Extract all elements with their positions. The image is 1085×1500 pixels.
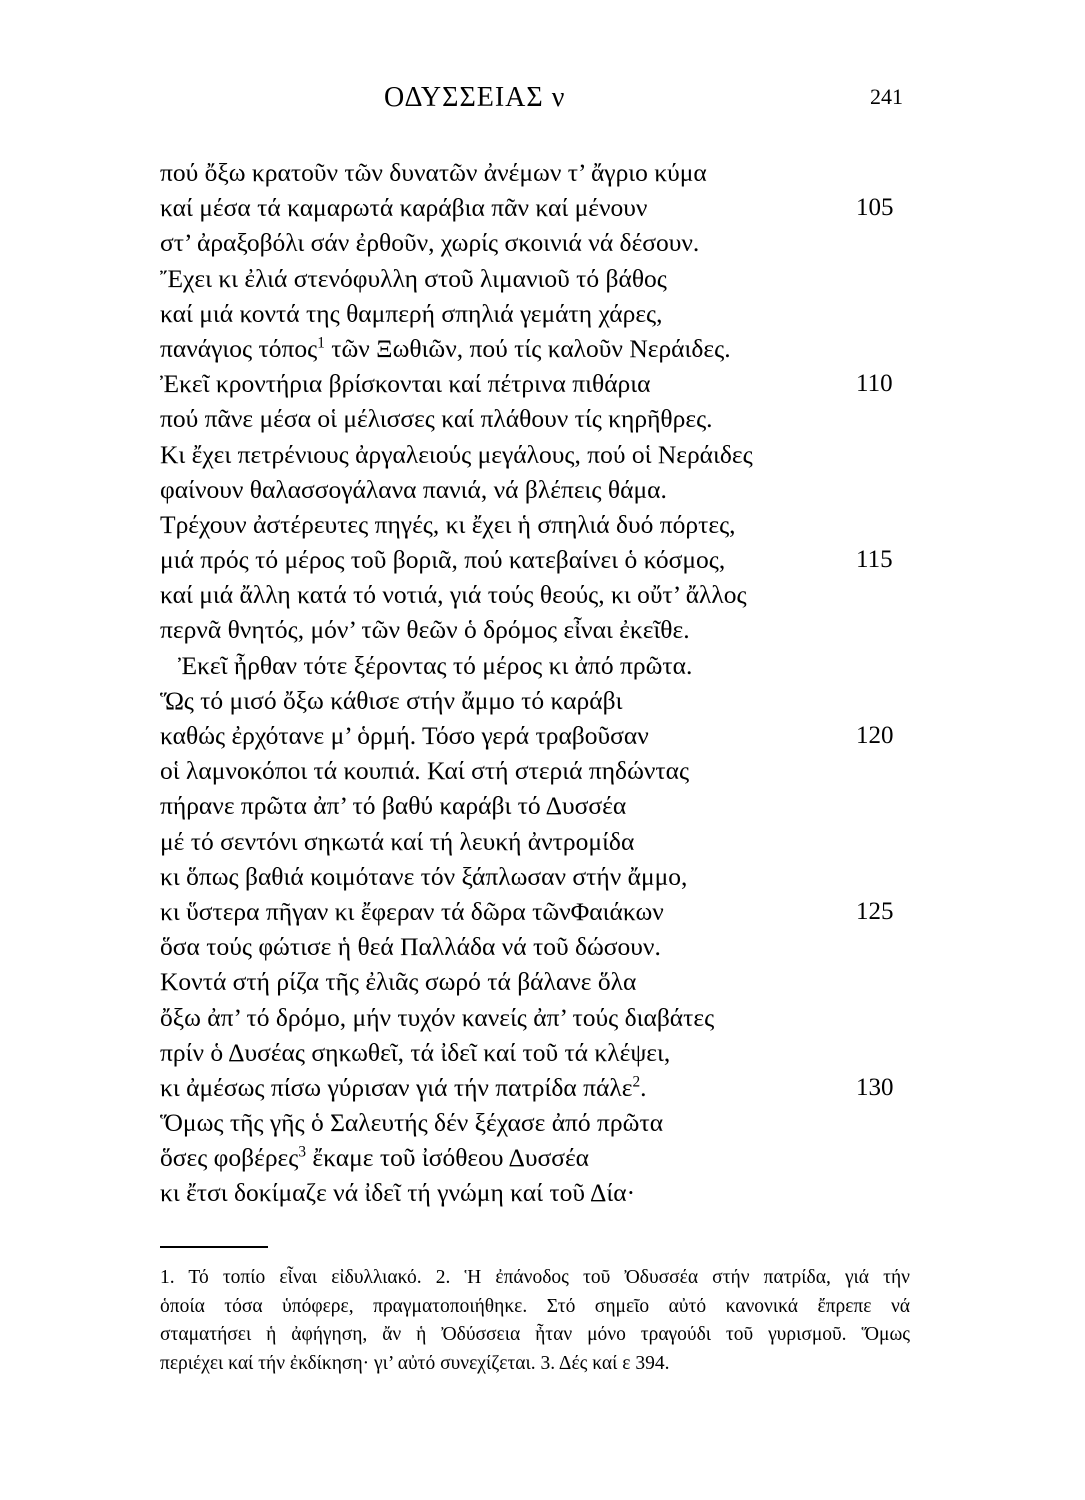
verse-line	[0, 437, 1085, 472]
verse-text	[160, 225, 699, 260]
verse-text-part: Κοντά στή ρίζα τῆς ἐλιᾶς σωρό τά βάλανε ὅλα	[160, 967, 637, 997]
footnote-line: ὁποία τόσα ὑπόφερε, πραγματοποιήθηκε. Στό σημεῖο αὐτό κανονικά ἔπρεπε νά	[160, 1295, 910, 1317]
verse-line	[0, 190, 1085, 225]
verse-text-part: καί μιά ἄλλη κατά τό νοτιά, γιά τούς θεούς, κι οὔτ’ ἄλλος	[160, 580, 747, 610]
verse-text-part: πού ὄξω κρατοῦν τῶν δυνατῶν ἀνέμων τ’ ἄγριο κύμα	[160, 158, 707, 187]
verse-text	[160, 472, 667, 507]
page-header	[0, 82, 1085, 122]
verse-text-part: Κι ἔχει πετρένιους ἀργαλειούς μεγάλους, πού οἱ Νεράιδες	[160, 439, 753, 469]
footnote-marker: 2	[632, 1073, 641, 1091]
verse-text-part: Τρέχουν ἀστέρευτες πηγές, κι ἔχει ἡ σπηλιά δυό πόρτες,	[160, 509, 736, 539]
verse-line	[0, 964, 1085, 999]
footnote-marker: 1	[317, 334, 325, 352]
verse-text	[160, 718, 649, 753]
verse-text	[160, 331, 731, 366]
verse-text-part: πρίν ὁ Δυσέας σηκωθεῖ, τά ἰδεῖ καί τοῦ τά κλέψει,	[160, 1037, 671, 1067]
verse-text	[160, 612, 690, 647]
verse-text-part: καθώς ἐρχότανε μ’ ὁρμή. Τόσο γερά τραβοῦσαν	[160, 721, 649, 750]
verse-text-part: .	[640, 1072, 647, 1102]
line-number: 115	[856, 546, 893, 574]
verse-text-part: καί μέσα τά καμαρωτά καράβια πᾶν καί μένουν	[160, 193, 648, 223]
verse-text	[160, 1000, 714, 1035]
verse-line	[0, 648, 1085, 683]
verse-text	[160, 683, 622, 718]
verse-line	[0, 929, 1085, 964]
verse-line	[0, 718, 1085, 753]
verse-line	[0, 261, 1085, 296]
verse-text-part: μέ τό σεντόνι σηκωτά καί τή λευκή ἀντρομίδα	[160, 826, 635, 856]
verse-text-part: ὅσες φοβέρες	[160, 1143, 299, 1173]
verse-line	[0, 894, 1085, 929]
verse-line	[0, 753, 1085, 788]
verse-text-part: καί μιά κοντά της θαμπερή σπηλιά γεμάτη χάρες,	[160, 298, 663, 328]
verse-line	[0, 401, 1085, 436]
verse-text-part: περνᾶ θνητός, μόν’ τῶν θεῶν ὁ δρόμος εἶναι ἐκεῖθε.	[160, 615, 690, 645]
verse-line	[0, 1035, 1085, 1070]
footnote-line: 1. Τό τοπίο εἶναι εἰδυλλιακό. 2. Ἡ ἐπάνοδος τοῦ Ὀδυσσέα στήν πατρίδα, γιά τήν	[160, 1267, 910, 1288]
verse-text	[160, 577, 747, 612]
verse-text	[160, 929, 661, 964]
footnotes	[160, 1264, 910, 1378]
verse-line	[0, 859, 1085, 894]
verse-text-part: πανάγιος τόπος	[160, 333, 318, 363]
verse-text	[178, 648, 692, 683]
verse-line	[0, 507, 1085, 542]
verse-text-part: πού πᾶνε μέσα οἱ μέλισσες καί πλάθουν τίς κηρῆθρες.	[160, 404, 713, 434]
verse-text	[160, 788, 626, 823]
verse-line	[0, 1105, 1085, 1140]
verse-line	[0, 683, 1085, 718]
verse-text-part: ὅσα τούς φώτισε ἡ θεά Παλλάδα νά τοῦ δώσουν.	[160, 932, 661, 962]
verse-text	[160, 859, 687, 894]
verse-line	[0, 824, 1085, 859]
line-number: 125	[856, 897, 894, 925]
verse-line	[0, 612, 1085, 647]
verse-text-part: ἔκαμε τοῦ ἰσόθεου Δυσσέα	[306, 1143, 590, 1173]
verse-line	[0, 331, 1085, 366]
verse-text	[160, 542, 725, 577]
verse-text	[160, 437, 753, 472]
verse-text	[160, 1070, 646, 1105]
verse-text	[160, 1105, 663, 1140]
footnote-line: σταματήσει ἡ ἀφήγηση, ἄν ἡ Ὀδύσσεια ἦταν μόνο τραγούδι τοῦ γυρισμοῦ. Ὅμως	[160, 1324, 910, 1345]
verse-text	[160, 261, 667, 296]
verse-line	[0, 1140, 1085, 1175]
verse-text-part: πήρανε πρῶτα ἀπ’ τό βαθύ καράβι τό Δυσσέα	[160, 791, 627, 821]
verse-text	[160, 1140, 589, 1175]
verse-line	[0, 1175, 1085, 1210]
verse-text-part: Ἐκεῖ ἦρθαν τότε ξέροντας τό μέρος κι ἀπό πρῶτα.	[178, 650, 693, 680]
verse-text	[160, 366, 651, 401]
page-number: 241	[870, 84, 903, 109]
verse-text-part: στ’ ἀραξοβόλι σάν ἐρθοῦν, χωρίς σκοινιά νά δέσουν.	[160, 228, 700, 258]
verse-text-part: Ἐκεῖ κροντήρια βρίσκονται καί πέτρινα πιθάρια	[160, 369, 651, 399]
verse-text-part: κι ἀμέσως πίσω γύρισαν γιά τήν πατρίδα πάλε	[160, 1072, 633, 1102]
verse-text-part: φαίνουν θαλασσογάλανα πανιά, νά βλέπεις θάμα.	[160, 474, 667, 504]
verse-line	[0, 296, 1085, 331]
verse-text	[160, 155, 707, 190]
footnote-marker: 3	[298, 1143, 307, 1161]
footnote-separator	[160, 1246, 268, 1248]
verse-text	[160, 507, 736, 542]
verse-text-part: Ἔχει κι ἐλιά στενόφυλλη στοῦ λιμανιοῦ τό βάθος	[160, 263, 667, 293]
verse-text	[160, 753, 689, 788]
verse-line	[0, 1000, 1085, 1035]
verse-text-part: τῶν Ξωθιῶν, πού τίς καλοῦν Νεράιδες.	[324, 333, 731, 363]
verse-text-part: ὄξω ἀπ’ τό δρόμο, μήν τυχόν κανείς ἀπ’ τούς διαβάτες	[160, 1002, 715, 1032]
line-number: 130	[856, 1073, 894, 1101]
verse-text-part: κι ὕστερα πῆγαν κι ἔφεραν τά δῶρα τῶνΦαιάκων	[160, 896, 664, 926]
verse-text-part: κι ἔτσι δοκίμαζε νά ἰδεῖ τή γνώμη καί τοῦ Δία·	[160, 1178, 636, 1208]
verse-text	[160, 894, 664, 929]
verse-line	[0, 472, 1085, 507]
verse-block	[0, 155, 1085, 1211]
verse-line	[0, 155, 1085, 190]
footnote-line: περιέχει καί τήν ἐκδίκηση· γι’ αὐτό συνεχίζεται. 3. Δές καί ε 394.	[160, 1352, 670, 1374]
verse-text-part: μιά πρός τό μέρος τοῦ βοριᾶ, πού κατεβαίνει ὁ κόσμος,	[160, 545, 726, 575]
verse-line	[0, 366, 1085, 401]
verse-line	[0, 542, 1085, 577]
verse-line	[0, 1070, 1085, 1105]
verse-text	[160, 1035, 670, 1070]
verse-text	[160, 1175, 635, 1210]
verse-text-part: Ὅμως τῆς γῆς ὁ Σαλευτής δέν ξέχασε ἀπό πρῶτα	[160, 1108, 664, 1138]
verse-text	[160, 964, 636, 999]
verse-text	[160, 824, 634, 859]
verse-text	[160, 296, 663, 331]
verse-line	[0, 577, 1085, 612]
verse-line	[0, 225, 1085, 260]
verse-line	[0, 788, 1085, 823]
verse-text-part: κι ὅπως βαθιά κοιμότανε τόν ξάπλωσαν στήν ἄμμο,	[160, 861, 688, 891]
verse-text-part: Ὥς τό μισό ὄξω κάθισε στήν ἄμμο τό καράβι	[160, 685, 623, 715]
line-number: 120	[856, 722, 894, 749]
line-number: 105	[856, 194, 894, 222]
verse-text	[160, 190, 647, 225]
verse-text	[160, 401, 713, 436]
verse-text-part: οἱ λαμνοκόποι τά κουπιά. Καί στή στεριά πηδώντας	[160, 756, 690, 786]
running-title: ΟΔΥΣΣΕΙΑΣ ν	[384, 82, 566, 113]
line-number: 110	[856, 370, 893, 398]
